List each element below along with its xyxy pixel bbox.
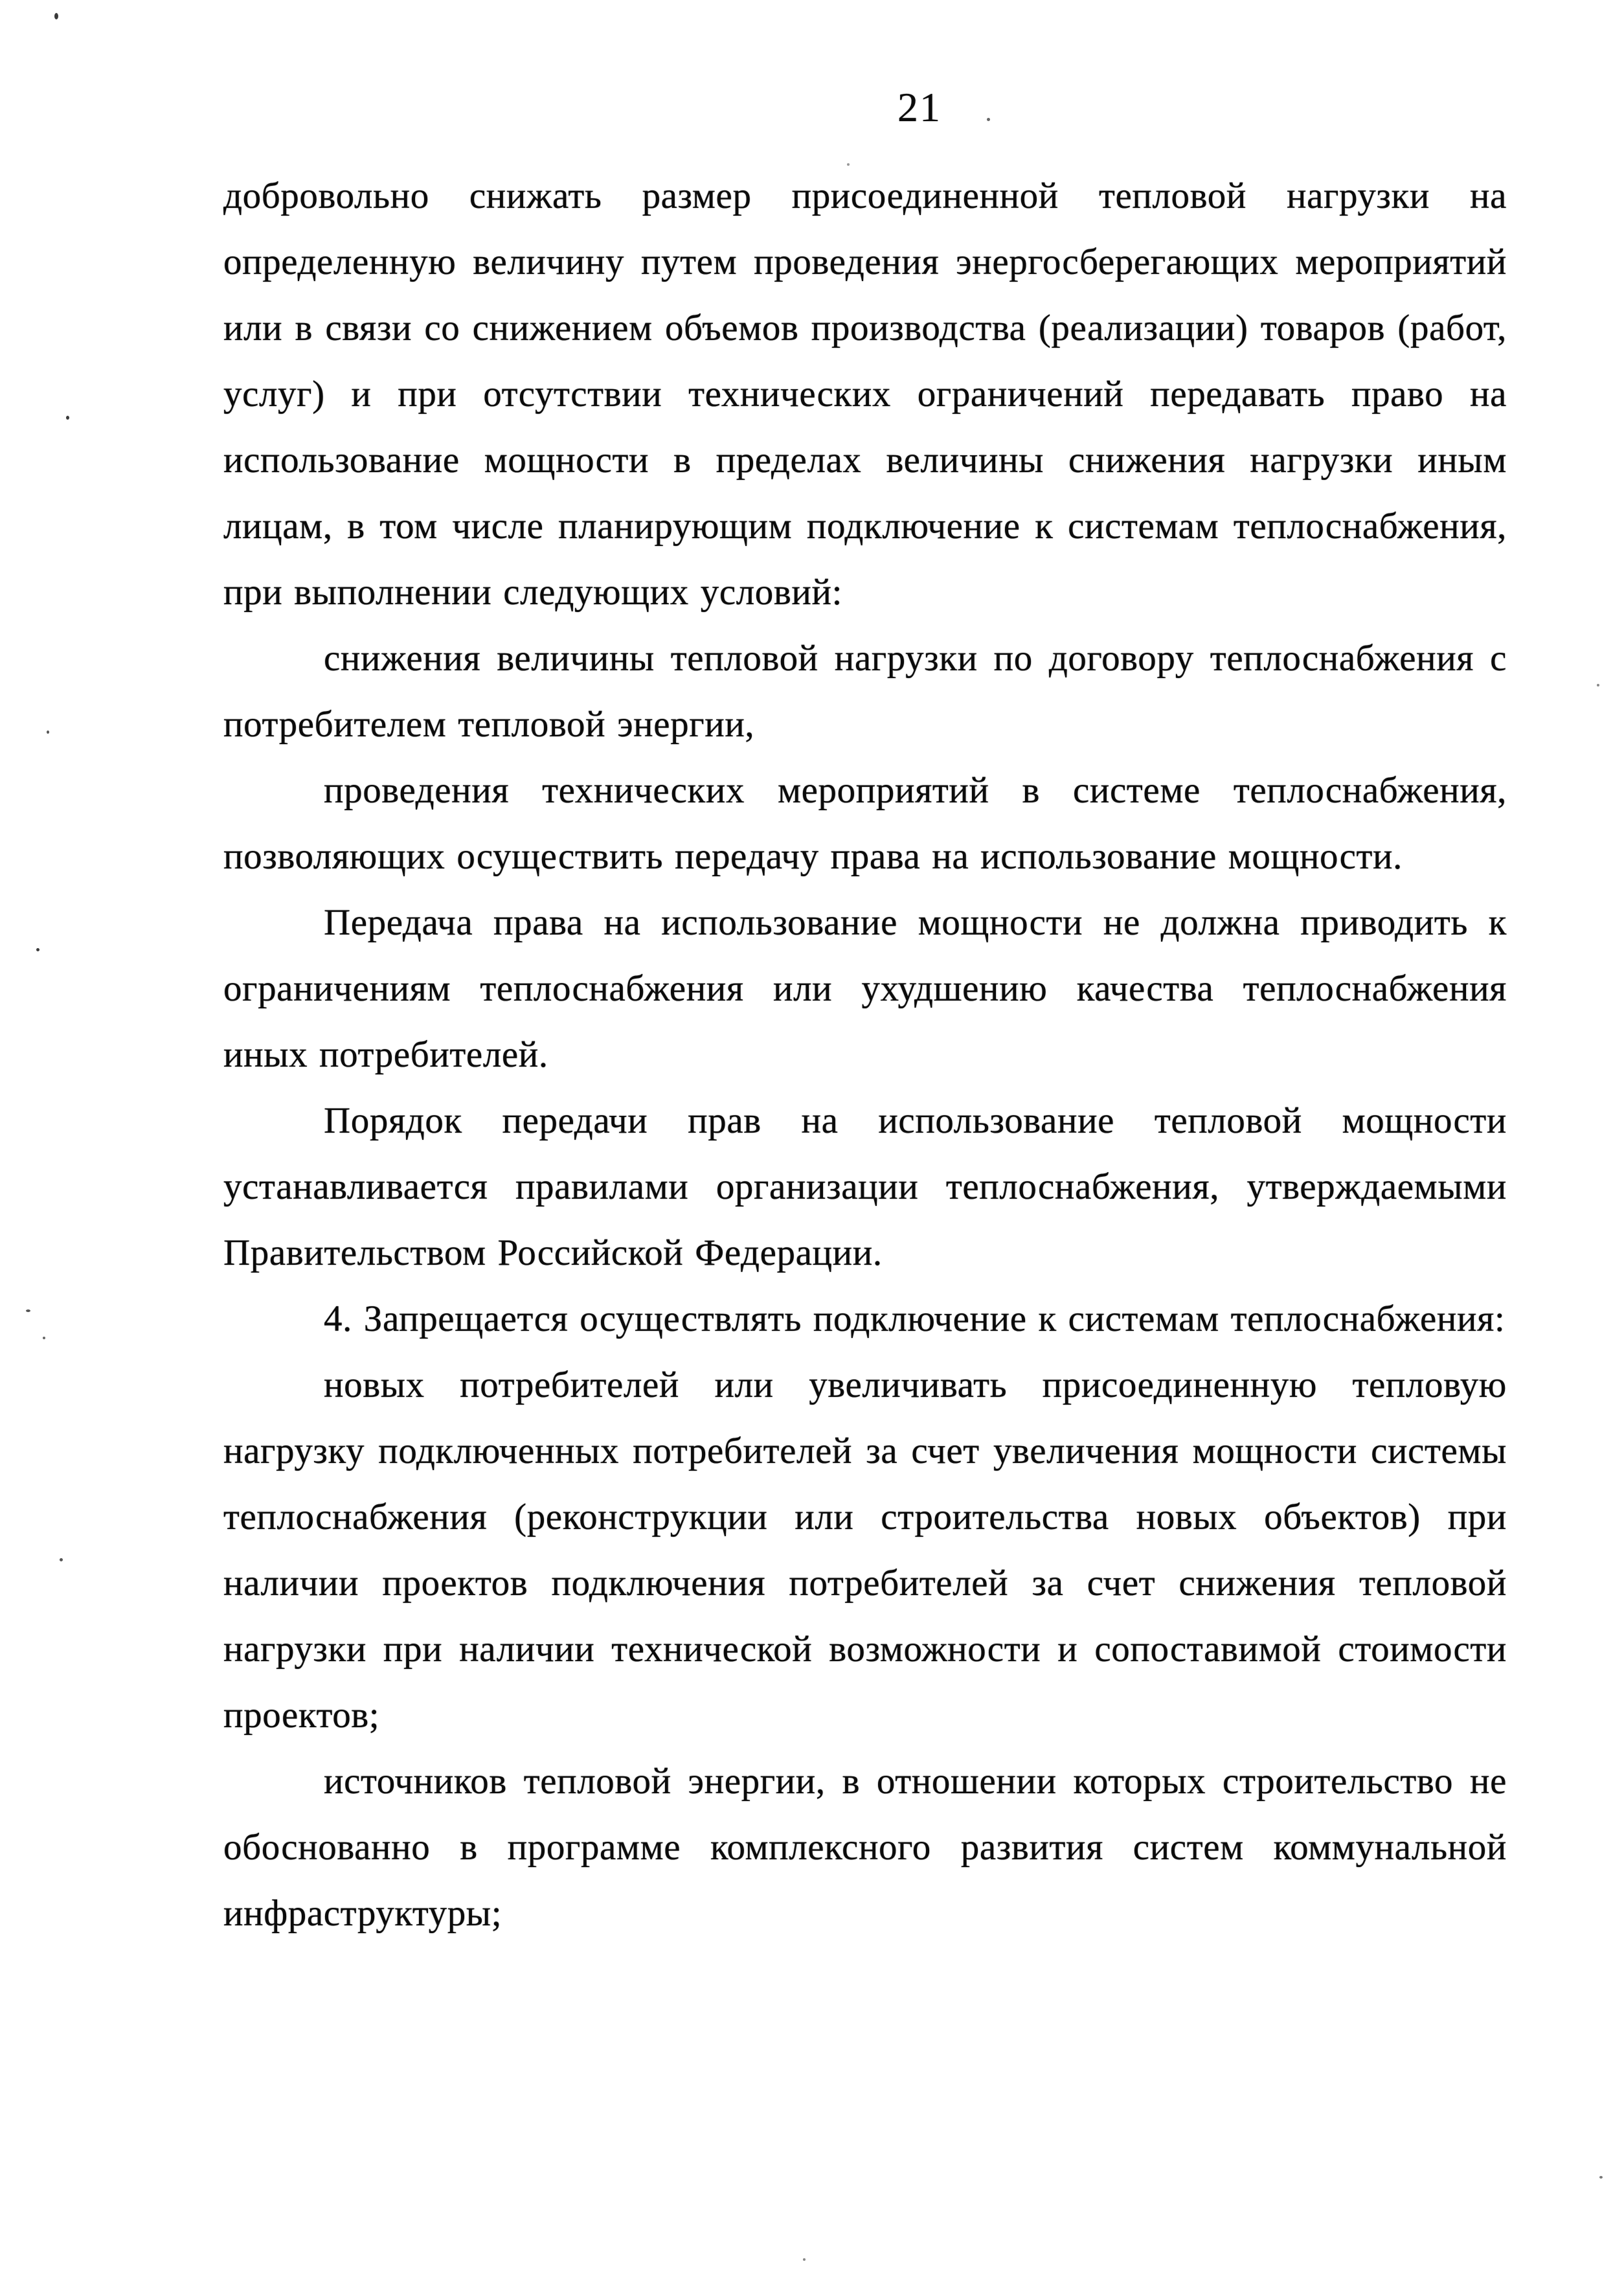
paragraph-clause-4: 4. Запрещается осуществлять подключение к системам теплоснабжения: (324, 1298, 1506, 1339)
scan-speck (66, 416, 69, 420)
paragraph-prohibition-2: источников тепловой энергии, в отношении которых строительство не обоснованно в программе комплексного развития систем коммунальной инфраструктуры; (223, 1761, 1507, 1934)
scan-speck (43, 1337, 45, 1339)
page-number: 21 (897, 84, 942, 130)
scan-speck (803, 2258, 806, 2261)
scan-speck (54, 13, 58, 19)
paragraph-condition-2: проведения технических мероприятий в системе теплоснабжения, позволяющих осуществить передачу права на использование мощности. (223, 770, 1507, 877)
scan-speck (1597, 684, 1599, 686)
paragraph-continuation: добровольно снижать размер присоединенной тепловой нагрузки на определенную величину путем проведения энергосберегающих мероприятий или в связи со снижением объемов производства (реализации) товаров (работ, услуг) и при отсутствии технических ограничений передавать право на использование мощности в пределах величины снижения нагрузки иным лицам, в том числе планирующим подключение к системам теплоснабжения, при выполнении следующих условий: (223, 176, 1507, 613)
paragraph-prohibition-1: новых потребителей или увеличивать присоединенную тепловую нагрузку подключенных потребителей за счет увеличения мощности системы теплоснабжения (реконструкции или строительства новых объектов) при наличии проектов подключения потребителей за счет снижения тепловой нагрузки при наличии технической возможности и сопоставимой стоимости проектов; (223, 1365, 1507, 1736)
paragraph-order-of-transfer: Порядок передачи прав на использование тепловой мощности устанавливается правилами организации теплоснабжения, утверждаемыми Правительством Российской Федерации. (223, 1100, 1507, 1273)
scan-speck (26, 1309, 30, 1312)
paragraph-transfer-rule: Передача права на использование мощности не должна приводить к ограничениям теплоснабжения или ухудшению качества теплоснабжения иных потребителей. (223, 902, 1507, 1075)
document-text-block (223, 163, 1507, 1947)
scan-speck (47, 731, 49, 734)
scan-speck (60, 1558, 63, 1561)
scan-speck (36, 948, 39, 951)
paragraph-condition-1: снижения величины тепловой нагрузки по договору теплоснабжения с потребителем тепловой энергии, (223, 638, 1507, 745)
scan-speck (1599, 2176, 1603, 2179)
scan-speck (847, 163, 850, 166)
scan-speck (987, 118, 990, 121)
